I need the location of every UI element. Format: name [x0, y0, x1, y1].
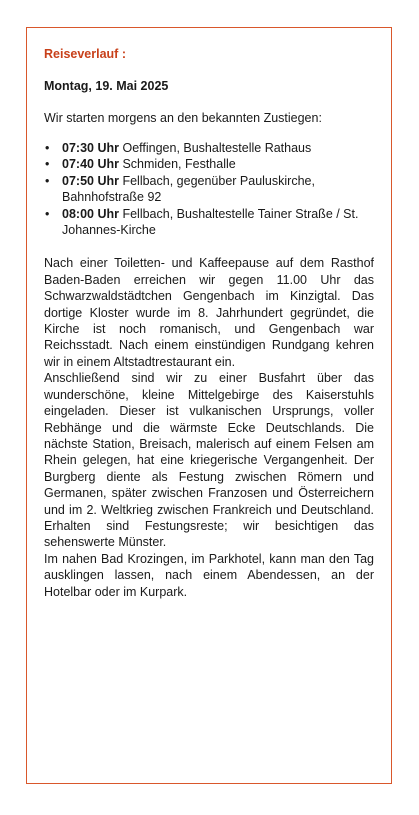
bullet-icon: •	[45, 206, 50, 221]
list-item	[44, 140, 374, 156]
pickup-time: 07:50 Uhr	[62, 173, 119, 188]
paragraph-kaiserstuhl: Anschließend sind wir zu einer Busfahrt über das wunderschöne, kleine Mittelgebirge des Kaiserstuhls eingeladen. Dieser ist vulkanischen Ursprungs, voller Rebhänge und die wärmste Ecke Deutschlands. Die nächste Station, Breisach, malerisch auf einem Felsen am Rhein gelegen, hat eine kriegerische Vergangenheit. Der Burgberg diente als Festung zwischen Römern und Germanen, später zwischen Franzosen und Österreichern und im 2. Weltkrieg zwischen Frankreich und Deutschland. Erhalten sind Festungsreste; wir besichtigen das sehenswerte Münster.	[44, 371, 374, 550]
pickup-place: Schmiden, Festhalle	[122, 157, 236, 172]
bullet-icon: •	[45, 157, 50, 172]
pickup-time: 08:00 Uhr	[62, 206, 119, 221]
list-item	[44, 206, 374, 239]
pickup-place: Fellbach, Bushaltestelle Tainer Straße / St. Johannes-Kirche	[62, 206, 359, 238]
bullet-icon: •	[45, 173, 50, 188]
section-heading: Reiseverlauf :	[44, 47, 126, 61]
list-item	[44, 156, 374, 172]
paragraph-bad-krozingen: Im nahen Bad Krozingen, im Parkhotel, kann man den Tag ausklingen lassen, nach einem Abendessen, an der Hotelbar oder im Kurpark.	[44, 551, 374, 599]
list-item	[44, 173, 374, 206]
travel-date: Montag, 19. Mai 2025	[44, 79, 169, 93]
pickup-time: 07:40 Uhr	[62, 157, 119, 172]
paragraph-gengenbach: Nach einer Toiletten- und Kaffeepause auf dem Rasthof Baden-Baden erreichen wir gegen 11.00 Uhr das Schwarzwaldstädtchen Gengenbach im Kinzigtal. Das dortige Kloster wurde im 8. Jahrhundert gegründet, die Kirche ist noch romanisch, und Gengenbach war Reichsstadt. Nach einem einstündigen Rundgang kehren wir in einem Altstadtrestaurant ein.	[44, 256, 374, 369]
pickup-time: 07:30 Uhr	[62, 141, 119, 155]
pickup-list	[44, 140, 374, 238]
itinerary-box	[26, 27, 392, 784]
pickup-place: Fellbach, gegenüber Pauluskirche, Bahnhofstraße 92	[62, 173, 315, 205]
intro-text: Wir starten morgens an den bekannten Zustiegen:	[44, 111, 322, 125]
pickup-place: Oeffingen, Bushaltestelle Rathaus	[122, 141, 312, 155]
bullet-icon: •	[45, 141, 50, 155]
